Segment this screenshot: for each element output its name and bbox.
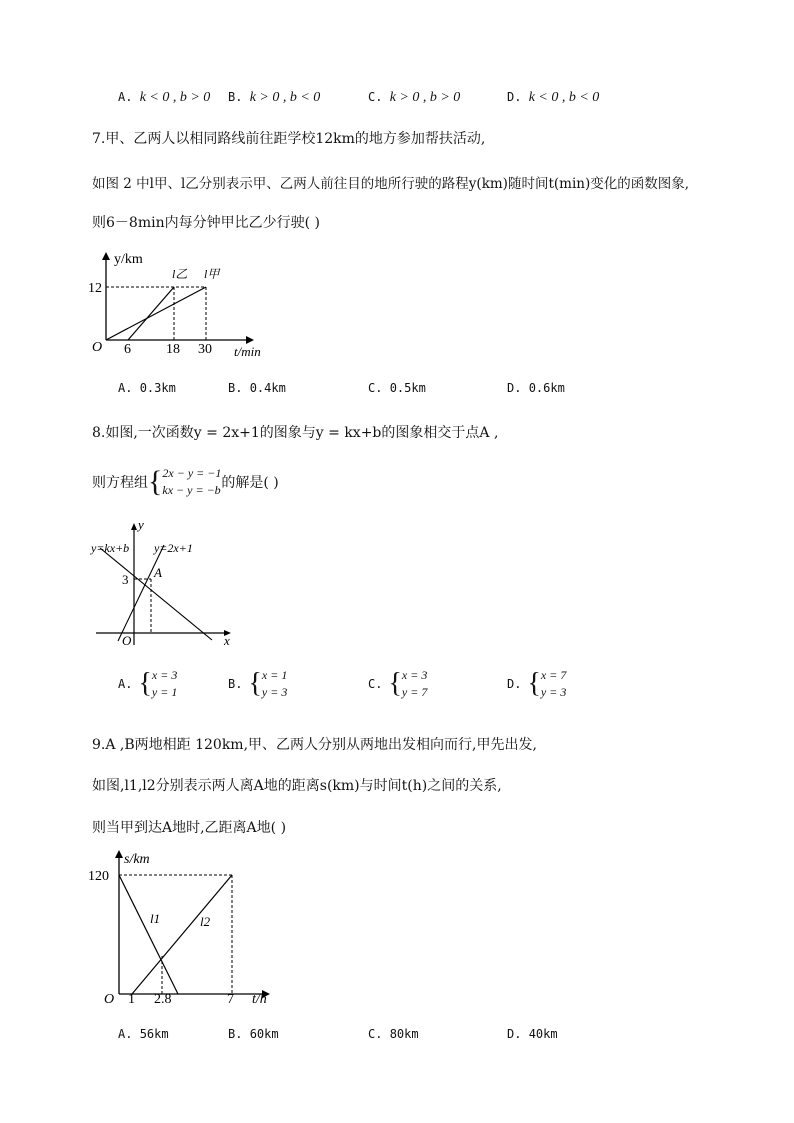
q7-option-a[interactable]: A. 0.3km [118, 381, 176, 395]
x-tick-7: 7 [227, 992, 234, 1007]
q9-option-a[interactable]: A. 56km [118, 1027, 169, 1041]
origin-label: O [92, 340, 103, 355]
q7-option-c[interactable]: C. 0.5km [368, 381, 426, 395]
x-axis-label: t/min [234, 344, 261, 359]
q9-line-3: 则当甲到达A地时,乙距离A地( ) [92, 820, 287, 836]
y-axis-arrow [131, 523, 137, 530]
y-tick-12: 12 [88, 281, 102, 296]
q8-suffix: 的解是( ) [221, 475, 279, 491]
x-axis-label: x [224, 633, 230, 648]
q8-prefix: 则方程组 [92, 475, 148, 491]
x-tick-18: 18 [166, 342, 180, 357]
x-tick-30: 30 [198, 342, 212, 357]
q9-option-c[interactable]: C. 80km [368, 1027, 419, 1041]
label-l-yi: l乙 [172, 267, 188, 281]
x-tick-1: 1 [128, 992, 135, 1007]
label-kx-plus-b: y=kx+b [91, 541, 130, 555]
label-l2: l2 [200, 914, 211, 929]
origin-label: O [104, 992, 115, 1007]
q8-option-b[interactable]: B. { x = 1 y = 3 [228, 668, 288, 699]
label-l-jia: l甲 [204, 267, 220, 281]
q9-option-d[interactable]: D. 40km [507, 1027, 558, 1041]
q8-system-eq1: 2x − y = −1 [162, 466, 222, 480]
y-axis-label: y/km [114, 252, 143, 267]
x-tick-6: 6 [124, 342, 131, 357]
q9-option-b[interactable]: B. 60km [228, 1027, 279, 1041]
q7-line-1: 7.甲、乙两人以相同路线前往距学校12km的地方参加帮扶活动, [92, 131, 486, 147]
q6-option-b[interactable]: B. k > 0 , b < 0 [228, 90, 321, 105]
q8-system-eq2: kx − y = −b [162, 483, 221, 497]
q8-option-d[interactable]: D. { x = 7 y = 3 [507, 668, 567, 699]
line-jia [106, 287, 206, 340]
q6-option-a[interactable]: A. k < 0 , b > 0 [118, 90, 211, 105]
q8-option-a[interactable]: A. { x = 3 y = 1 [118, 668, 178, 699]
q8-line-2 [92, 465, 279, 499]
q9-line-1: 9.A ,B两地相距 120km,甲、乙两人分别从两地出发相向而行,甲先出发, [92, 737, 537, 753]
q7-graph [86, 245, 286, 365]
q7-line-2: 如图 2 中l甲、l乙分别表示甲、乙两人前往目的地所行驶的路程y(km)随时间t(min)变化的函数图象, [92, 176, 690, 192]
line-l1 [119, 875, 178, 994]
line-yi [128, 287, 174, 340]
q7-line-3: 则6－8min内每分钟甲比乙少行驶( ) [92, 215, 320, 231]
q7-option-b[interactable]: B. 0.4km [228, 381, 286, 395]
label-2x-plus-1: y=2x+1 [154, 541, 193, 555]
q9-line-2: 如图,l1,l2分别表示两人离A地的距离s(km)与时间t(h)之间的关系, [92, 778, 502, 794]
y-axis-arrow [102, 252, 110, 260]
y-tick-3: 3 [122, 572, 129, 587]
y-axis-label: y [138, 517, 144, 532]
q8-system [162, 465, 221, 499]
q6-option-d[interactable]: D. k < 0 , b < 0 [507, 90, 600, 105]
point-a-label: A [154, 565, 162, 580]
x-axis-label: t/h [252, 992, 267, 1007]
q8-system-brace: { [148, 465, 163, 498]
line-l2 [132, 875, 232, 994]
q8-line-1: 8.如图,一次函数y = 2x+1的图象与y = kx+b的图象相交于点A , [92, 425, 499, 441]
y-axis-label: s/km [124, 852, 150, 867]
q9-graph [86, 848, 286, 1008]
line-2x-plus-1 [118, 545, 164, 641]
q6-option-c[interactable]: C. k > 0 , b > 0 [368, 90, 461, 105]
origin-label: O [122, 633, 132, 648]
label-l1: l1 [150, 911, 161, 926]
y-tick-120: 120 [88, 869, 109, 884]
y-axis-arrow [115, 850, 123, 858]
q8-graph [86, 515, 246, 650]
x-tick-2-8: 2.8 [154, 992, 172, 1007]
q8-option-c[interactable]: C. { x = 3 y = 7 [368, 668, 428, 699]
x-axis-arrow [246, 336, 254, 344]
q7-option-d[interactable]: D. 0.6km [507, 381, 565, 395]
